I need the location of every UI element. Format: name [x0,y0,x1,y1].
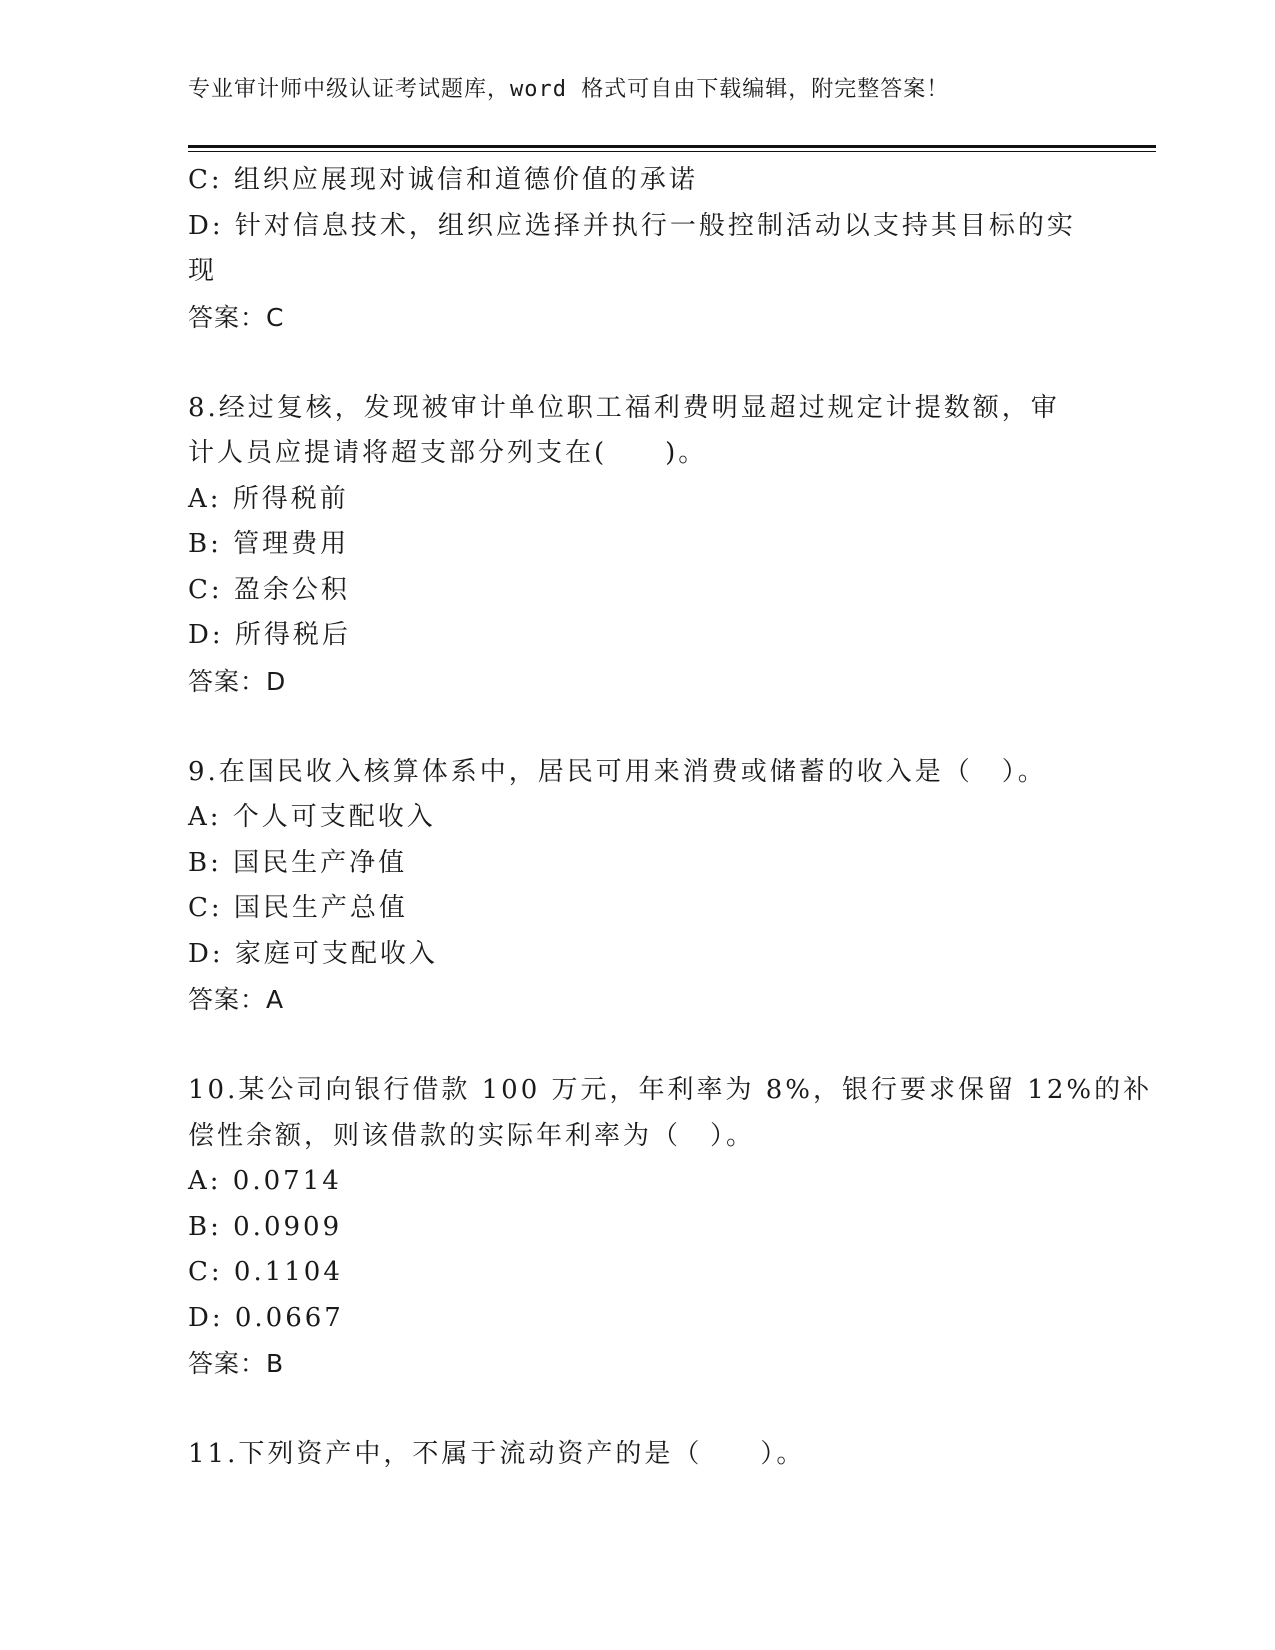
spacer [188,1387,1088,1433]
question-stem-continued: 偿性余额，则该借款的实际年利率为（ ）。 [188,1120,756,1151]
question-10 [188,1068,1153,1387]
question-stem-continued: 计人员应提请将超支部分列支在( )。 [188,438,708,468]
answer: 答案：D [188,666,287,696]
answer: 答案：C [188,302,285,332]
option-d: D: 所得税后 [188,620,351,650]
option-a: A: 个人可支配收入 [188,802,436,832]
question-stem: 11.下列资产中，不属于流动资产的是（ ）。 [188,1439,806,1469]
header-rule-thick [188,145,1156,148]
page-header: 专业审计师中级认证考试题库，word 格式可自由下载编辑，附完整答案！ [188,77,950,102]
spacer [188,704,1088,750]
question-7-tail [188,158,1088,340]
question-11 [188,1432,1088,1478]
question-8 [188,386,1088,705]
option-b: B: 管理费用 [188,529,350,559]
answer: 答案：A [188,985,285,1014]
answer: 答案：B [188,1349,285,1378]
question-stem: 8.经过复核，发现被审计单位职工福利费明显超过规定计提数额，审 [188,392,1060,423]
spacer [188,1023,1088,1069]
question-9 [188,750,1088,1023]
option-a: A: 0.0714 [188,1166,342,1196]
option-a: A: 所得税前 [188,483,349,514]
option-d: D: 针对信息技术，组织应选择并执行一般控制活动以支持其目标的实 [188,210,1076,241]
option-c: C: 盈余公积 [188,574,350,605]
option-c: C: 0.1104 [188,1257,343,1287]
option-d-continued: 现 [188,256,218,286]
question-stem: 10.某公司向银行借款 100 万元，年利率为 8%，银行要求保留 12%的补 [188,1075,1153,1105]
spacer [188,340,1088,386]
option-b: B: 国民生产净值 [188,847,408,878]
option-c: C: 组织应展现对诚信和道德价值的承诺 [188,165,698,195]
option-d: D: 家庭可支配收入 [188,938,438,969]
header-rule-thin [188,151,1156,152]
question-stem: 9.在国民收入核算体系中，居民可用来消费或储蓄的收入是（ ）。 [188,756,1047,787]
option-b: B: 0.0909 [188,1211,343,1242]
option-d: D: 0.0667 [188,1302,344,1333]
question-content [188,158,1153,1478]
option-c: C: 国民生产总值 [188,893,408,923]
